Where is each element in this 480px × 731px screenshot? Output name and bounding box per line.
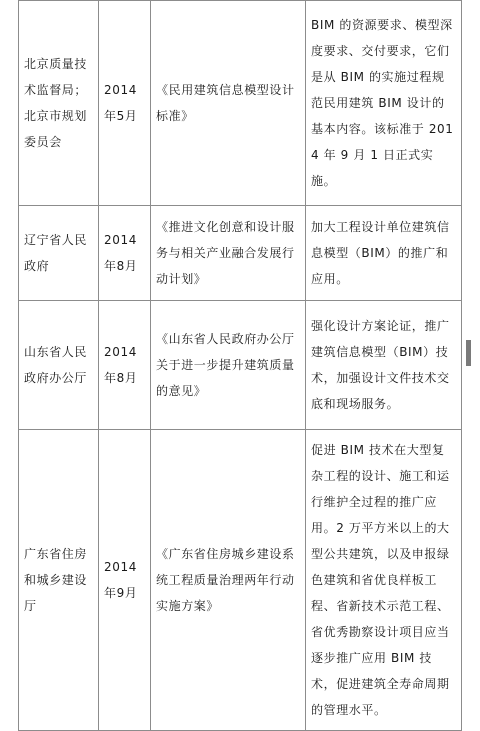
date-cell: 2014年8月 xyxy=(99,301,151,430)
content-cell: 加大工程设计单位建筑信息模型（BIM）的推广和应用。 xyxy=(306,206,462,301)
content-cell: BIM 的资源要求、模型深度要求、交付要求，它们是从 BIM 的实施过程规范民用建筑 BIM 设计的基本内容。该标准于 2014 年 9 月 1 日正式实施。 xyxy=(306,1,462,206)
issuer-cell: 辽宁省人民政府 xyxy=(19,206,99,301)
date-cell: 2014年8月 xyxy=(99,206,151,301)
issuer-cell: 广东省住房和城乡建设厅 xyxy=(19,430,99,731)
table-row xyxy=(19,301,462,430)
content-cell: 促进 BIM 技术在大型复杂工程的设计、施工和运行维护全过程的推广应用。2 万平方米以上的大型公共建筑，以及申报绿色建筑和省优良样板工程、省新技术示范工程、省优秀勘察设计项目应当逐步推广应用 BIM 技术，促进建筑全寿命周期的管理水平。 xyxy=(306,430,462,731)
document-title-cell: 《山东省人民政府办公厅关于进一步提升建筑质量的意见》 xyxy=(151,301,306,430)
date-cell: 2014年5月 xyxy=(99,1,151,206)
document-title-cell: 《民用建筑信息模型设计标准》 xyxy=(151,1,306,206)
bim-policy-table xyxy=(18,0,462,731)
issuer-cell: 山东省人民政府办公厅 xyxy=(19,301,99,430)
issuer-cell: 北京质量技术监督局；北京市规划委员会 xyxy=(19,1,99,206)
document-title-cell: 《广东省住房城乡建设系统工程质量治理两年行动实施方案》 xyxy=(151,430,306,731)
table-row xyxy=(19,206,462,301)
table-row xyxy=(19,1,462,206)
document-title-cell: 《推进文化创意和设计服务与相关产业融合发展行动计划》 xyxy=(151,206,306,301)
date-cell: 2014年9月 xyxy=(99,430,151,731)
content-cell: 强化设计方案论证，推广建筑信息模型（BIM）技术，加强设计文件技术交底和现场服务。 xyxy=(306,301,462,430)
scroll-marker[interactable] xyxy=(466,340,471,366)
table-row xyxy=(19,430,462,731)
